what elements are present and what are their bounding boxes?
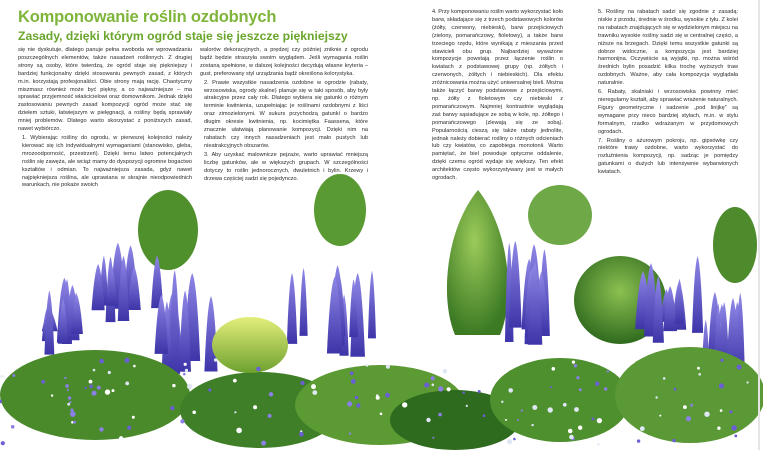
flower-dot (386, 365, 390, 369)
flower-dot (729, 410, 732, 413)
flower-dot (67, 389, 69, 391)
flower-dot (366, 364, 368, 366)
flower-dot (119, 436, 123, 440)
list-item-2: 2. Prawie wszystkie nasadzenia ozdobne w ogrodzie (rabaty, wrzosowiska, ogrody skalne) planuje się w taki sposób, aby były atrakcyjne przez cały rok. Dlatego wybiera się gatunki o różnym terminie kwitnienia, uzupełniając je roślinami ozdobnymi z liści oraz zimozielonymi. W sukurs przychodzą gatunki o bardzo długim okresie kwitnienia, np. kocimiętka Faassena, które znacznie ułatwiają planowanie kompozycji. Dzięki nim na rabatach czy innych nasadzeniach jest mało pustych lub nieatrakcyjnych obszarów. (204, 79, 368, 149)
flower-dot (70, 409, 73, 412)
flower-dot (253, 405, 257, 409)
flower-dot (184, 363, 187, 366)
flower-dot (2, 412, 4, 414)
paragraph-intro: się nie dyskutuje, dlatego panuje pełna swoboda we wprowadzaniu poszczególnych elementów, także nasadzeń roślinnych. Z drugiej strony są osoby, które twierdzą, że ogród staje się piękniejszy i bardziej funkcjonalny dzięki stosowaniu pewnych zasad, z których m.in. korzystają profesjonaliści. Obie strony mają rację. Chaotyczny miszmasz również może być piękny, a co najważniejsze – ma sprawiać przyjemność właścicielowi oraz domownikom. Jednak dzięki zastosowaniu pewnych zasad kompozycji ogród może stać się dziełem sztuki, łatwiejszym w pielęgnacji, a rośliny będą sprawiały mniej problemów. Dlatego warto skorzystać z poniższych zasad, nawet wybiórczo. (18, 47, 192, 133)
flower-dot (132, 416, 135, 419)
flower-dot (720, 409, 723, 412)
flower-dot (299, 432, 304, 437)
flower-dot (576, 376, 579, 379)
flower-dot (93, 369, 96, 372)
flower-dot (312, 390, 317, 395)
flower-dot (127, 426, 131, 430)
flower-dot (269, 392, 273, 396)
flower-dot (686, 416, 691, 421)
article-title: Komponowanie roślin ozdobnych (18, 8, 277, 26)
flower-dot (431, 376, 435, 380)
flower-dot (208, 388, 211, 391)
flower-dot (447, 387, 451, 391)
flower-dot (720, 359, 723, 362)
flower-dot (1, 441, 5, 445)
flower-dot (108, 371, 111, 374)
flower-dot (531, 424, 533, 426)
flower-dot (569, 435, 574, 440)
flower-dot (432, 384, 435, 387)
flower-dot (92, 391, 97, 396)
conifer-shrub (447, 190, 508, 335)
flower-dot (385, 393, 390, 398)
flower-dot (424, 383, 429, 388)
flower-dot (183, 373, 186, 376)
flower-dot (597, 418, 602, 423)
flower-dot (592, 418, 595, 421)
paragraph-continued: walorów dekoracyjnych, a prędzej czy później zniknie z ogrodu bądź będzie straszyła swoim wyglądem. Jeśli wymagania roślin zostaną spełnione, w dalszej kolejności decydują własne kryteria – gust, preferowany styl urządzania bądź określona kolorystyka. (200, 47, 368, 77)
flower-dot (595, 382, 599, 386)
flower-dot (99, 359, 104, 364)
flower-spike (368, 271, 376, 339)
foreground-plants (0, 317, 763, 450)
flower-dot (185, 369, 188, 372)
flower-dot (12, 374, 15, 377)
flower-dot (640, 426, 645, 431)
flower-dot (663, 377, 666, 380)
flower-dot (172, 384, 175, 387)
flower-dot (11, 425, 15, 429)
flower-dot (70, 411, 76, 417)
flower-dot (655, 396, 657, 398)
flower-spike (287, 273, 297, 344)
flower-dot (351, 379, 356, 384)
flower-dot (68, 396, 71, 399)
flower-dot (532, 405, 537, 410)
flower-dot (659, 415, 661, 417)
flower-dot (300, 381, 304, 385)
flower-dot (672, 439, 675, 442)
flower-dot (65, 384, 69, 388)
flower-dot (683, 405, 687, 409)
flower-dot (170, 406, 174, 410)
flower-dot (187, 384, 192, 389)
flower-dot (402, 402, 407, 407)
article-subtitle: Zasady, dzięki którym ogród staje się jeszcze piękniejszy (18, 29, 348, 43)
flower-dot (517, 419, 519, 421)
page-edge (758, 0, 760, 450)
flower-spike (44, 291, 54, 355)
flower-dot (347, 401, 352, 406)
flower-dot (125, 382, 129, 386)
flower-dot (73, 421, 76, 424)
flower-dot (563, 403, 567, 407)
flower-dot (521, 410, 523, 412)
list-item-1: 1. Wybierając rośliny do ogrodu, w pierwszej kolejności należy kierować się ich indywidualnymi wymaganiami (stanowisko, gleba, mrozoodporność, przestrzeń). Dzięki temu łatwo potencjalnych roślin się zawęża, ale wciąż mamy do dyspozycji ogromne bogactwo kształtów i odmian. To najważniejsza zasada, gdyż nawet najpiękniejsza roślina, ale uprawiana w skrajnie nieodpowiednich warunkach, nie pokaże swoich (22, 134, 192, 189)
flower-dot (690, 404, 693, 407)
flower-dot (69, 401, 71, 403)
flower-dot (535, 442, 537, 444)
flower-dot (443, 369, 448, 374)
flower-dot (41, 380, 45, 384)
flower-dot (192, 411, 196, 415)
flower-dot (349, 432, 351, 434)
flower-dot (432, 437, 434, 439)
flower-dot (717, 427, 720, 430)
flower-dot (578, 426, 582, 430)
flower-dot (604, 387, 607, 390)
flower-dot (505, 419, 507, 421)
flower-dot (180, 419, 184, 423)
hosta-plant (212, 317, 288, 373)
flower-dot (99, 427, 103, 431)
flower-dot (574, 407, 579, 412)
list-item-6: 6. Rabaty, skalniaki i wrzosowiska powinny mieć nieregularny kształt, aby sprawiać wrażenie naturalnych. Figury geometryczne i sadzenie „pod linijkę” są wymagane przy nieco bardziej stylach, m.in. w stylu formalnym, rzadko wdrażanym w przydomowych ogrodach. (598, 89, 738, 135)
flower-dot (0, 377, 5, 382)
flower-dot (508, 388, 513, 393)
flower-dot (112, 389, 115, 392)
flower-dot (355, 396, 358, 399)
list-item-7: 7. Rośliny o ażurowym pokroju, np. gipsówkę czy niektóre trawy ozdobne, warto wykorzystać do rozluźnienia kompozycji, np. sadząc je pomiędzy gatunkami o dużych lub intensywnie wybarwionych kwiatach. (598, 137, 738, 176)
flower-dot (550, 386, 552, 388)
flower-spike (509, 241, 522, 328)
flower-dot (747, 381, 749, 383)
flower-dot (268, 414, 272, 418)
flower-dot (698, 373, 701, 376)
flower-dot (89, 380, 93, 384)
flower-dot (674, 388, 677, 391)
flower-dot (572, 361, 575, 364)
flower-dot (552, 367, 556, 371)
flower-dot (438, 386, 443, 391)
flower-spike (692, 256, 703, 333)
flower-dot (97, 386, 101, 390)
flower-dot (67, 403, 70, 406)
flower-dot (466, 405, 468, 407)
flower-dot (376, 396, 380, 400)
flower-dot (704, 412, 709, 417)
flower-dot (105, 389, 110, 394)
flower-dot (438, 413, 442, 417)
flower-dot (597, 443, 599, 445)
flower-dot (607, 370, 609, 372)
flower-dot (233, 379, 237, 383)
flower-dot (737, 365, 742, 370)
flower-dot (186, 378, 191, 383)
flower-dot (579, 388, 582, 391)
flower-dot (261, 441, 266, 446)
flower-dot (734, 435, 737, 438)
flower-dot (380, 413, 383, 416)
flower-dot (483, 414, 486, 417)
flower-dot (64, 377, 66, 379)
flower-dot (568, 429, 573, 434)
flower-dot (51, 394, 53, 396)
flower-dot (234, 411, 236, 413)
flower-dot (548, 407, 553, 412)
flower-dot (426, 418, 430, 422)
flower-dot (463, 392, 465, 394)
flower-dot (84, 387, 86, 389)
flower-dot (513, 438, 516, 441)
flower-dot (133, 365, 136, 368)
flower-dot (719, 383, 724, 388)
flower-dot (256, 367, 260, 371)
flower-dot (731, 425, 736, 430)
flower-dot (637, 439, 640, 442)
list-item-4: 4. Przy komponowaniu roślin warto wykorzystać koło barw, składające się z trzech podstawowych kolorów (żółty, czerwony, niebieski), barw przejściowych (zielony, pomarańczowy, fioletowy), a także barw trzeciego rzędu, które wynikają z mieszania przed stawicieli obu grup. Najbardziej wyważone kompozycje powstają przez łączenie roślin o kwiatach z podstawowej grupy (np. żółtych i czerwonych, żółtych i niebieskich). Dla efektu zróżnicowania można użyć uniwersalnej bieli. Można także łączyć barwy podstawowe z przejściowymi, np. żółty z fioletowym czy niebieski z pomarańczowym. Najmniej kontrastnie wyglądają zaś barwy sąsiadujące ze sobą w kole, np. żółtego i pomarańczowego (zlewają się ze sobą). Popularnością cieszą się także rabaty jednolite, jednak należy dobierać rośliny o różnych odcieniach lub czy kwiatów, co zapobiega monotonii. Warto pamiętać, że biel powoduje optyczne oddalenie, dzięki czemu ogród wydaje się większy. Ten efekt architektów często wykorzystywany jest w małych ogrodach. (432, 9, 563, 182)
flower-dot (350, 371, 354, 375)
flower-dot (356, 403, 360, 407)
flower-dot (214, 358, 218, 362)
list-item-3: 3. Aby uzyskać malownicze pejzaże, warto uprawiać mniejszą liczbę gatunków, ale w większych grupach. W szczególności dotyczy to roślin jednorocznych, dwuletnich i bylin. Krzewy i drzewa częściej sadzi się pojedynczo. (204, 151, 368, 182)
flower-dot (507, 439, 512, 444)
list-item-5: 5. Rośliny na rabatach sadzi się zgodnie z zasadą: niskie z przodu, średnie w środku, wysokie z tyłu. Z kolei na rabatach znajdujących się w wydzielonym miejscu na trawniku wysokie rośliny sadzi się w centralnej części, a niższe na brzegach. Dzięki temu wszystkie gatunki są dobrze widoczne, a kompozycja jest bardziej harmonijna. Oczywiście są wyjątki, np. można wśród średnich bylin posadzić kilka trochę wyższych traw ozdobnych. Ważne, aby cała kompozycja wyglądała naturalnie. (598, 9, 738, 87)
flower-spike (299, 268, 307, 336)
flower-dot (697, 367, 700, 370)
flower-dot (125, 358, 130, 363)
flower-dot (501, 401, 503, 403)
flower-dot (236, 428, 242, 434)
flower-dot (574, 364, 577, 367)
flower-dot (311, 384, 316, 389)
flower-dot (478, 390, 481, 393)
flower-dot (89, 385, 93, 389)
